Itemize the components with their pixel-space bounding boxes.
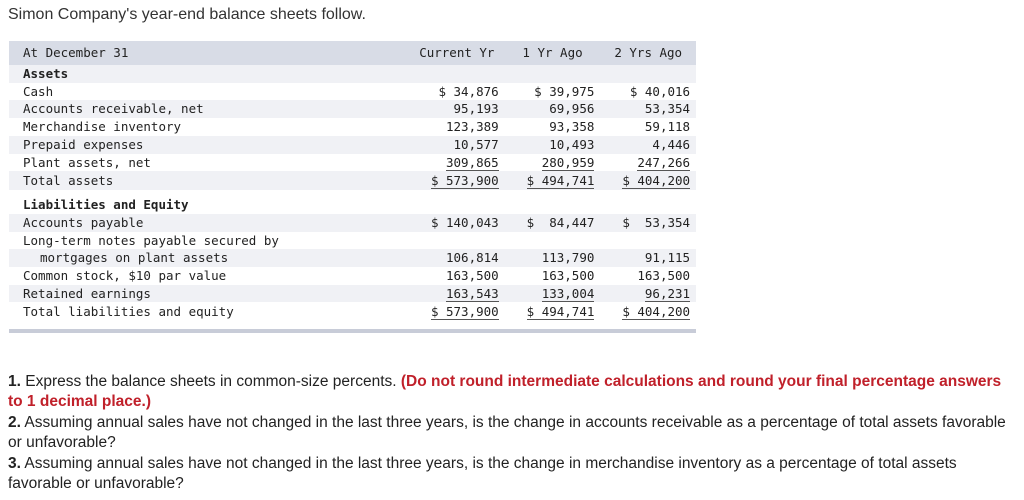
question-3-text: Assuming annual sales have not changed in the last three years, is the change in merchandise inventory as a percentage of total assets favorable or unfavorable? bbox=[8, 454, 957, 493]
table-row bbox=[9, 249, 696, 267]
liabilities-heading: Liabilities and Equity bbox=[23, 197, 189, 213]
cell-value: $ 494,741 bbox=[527, 304, 595, 321]
assets-heading: Assets bbox=[23, 66, 69, 81]
cell-value: $ 573,900 bbox=[431, 304, 499, 321]
total-liabilities-equity-row bbox=[9, 302, 696, 321]
cell-value: 4,446 bbox=[600, 136, 696, 154]
cell-value: 163,543 bbox=[446, 285, 499, 301]
table-bottom-bar bbox=[9, 329, 696, 333]
row-label: Merchandise inventory bbox=[23, 119, 182, 135]
table-row bbox=[9, 267, 696, 285]
header-current-yr: Current Yr bbox=[409, 41, 505, 65]
table-row bbox=[9, 285, 696, 303]
row-label: Prepaid expenses bbox=[9, 136, 409, 154]
questions bbox=[8, 372, 1020, 494]
cell-value: 95,193 bbox=[409, 100, 505, 118]
row-label: Retained earnings bbox=[9, 285, 409, 303]
cell-value: 69,956 bbox=[505, 100, 601, 118]
cell-value: 10,577 bbox=[409, 136, 505, 154]
question-2-number: 2. bbox=[8, 413, 21, 431]
row-label: mortgages on plant assets bbox=[9, 249, 409, 267]
row-label: Total liabilities and equity bbox=[23, 304, 234, 320]
cell-value: 10,493 bbox=[505, 136, 601, 154]
row-label: Common stock, $10 par value bbox=[23, 268, 227, 284]
header-2-yrs-ago: 2 Yrs Ago bbox=[600, 41, 696, 65]
row-label: Total assets bbox=[9, 171, 409, 190]
total-assets-row bbox=[9, 171, 696, 190]
cell-value: 163,500 bbox=[637, 268, 691, 284]
question-3-number: 3. bbox=[8, 454, 21, 472]
table-row bbox=[9, 118, 696, 136]
assets-heading-row bbox=[9, 65, 696, 83]
question-1-text: Express the balance sheets in common-size percents. bbox=[20, 373, 401, 390]
cell-value: 123,389 bbox=[446, 119, 499, 135]
cell-value: $ 573,900 bbox=[431, 173, 499, 190]
cell-value: 163,500 bbox=[541, 268, 595, 284]
cell-value: 163,500 bbox=[446, 268, 499, 284]
intro-text: Simon Company's year-end balance sheets follow. bbox=[8, 6, 366, 23]
header-1-yr-ago: 1 Yr Ago bbox=[505, 41, 601, 65]
table-row bbox=[9, 232, 696, 250]
table-row bbox=[9, 214, 696, 232]
cell-value: $ 53,354 bbox=[600, 214, 696, 232]
question-1-number: 1. bbox=[8, 373, 21, 390]
cell-value: $ 84,447 bbox=[505, 214, 601, 232]
row-label: Accounts receivable, net bbox=[9, 100, 409, 118]
cell-value: 106,814 bbox=[409, 249, 505, 267]
table-row bbox=[9, 83, 696, 101]
cell-value: $ 140,043 bbox=[409, 214, 505, 232]
cell-value: 91,115 bbox=[600, 249, 696, 267]
cell-value: $ 404,200 bbox=[622, 304, 690, 321]
cell-value: 59,118 bbox=[644, 119, 691, 135]
table-row bbox=[9, 136, 696, 154]
row-label: Long-term notes payable secured by bbox=[23, 232, 279, 248]
cell-value: 96,231 bbox=[644, 285, 691, 301]
table-row bbox=[9, 154, 696, 172]
cell-value: 133,004 bbox=[541, 285, 595, 301]
table-row bbox=[9, 100, 696, 118]
table-header-row bbox=[9, 41, 696, 65]
cell-value: 309,865 bbox=[446, 154, 499, 170]
balance-sheet-table bbox=[9, 41, 696, 333]
question-1 bbox=[8, 372, 1020, 413]
question-2-text: Assuming annual sales have not changed in the last three years, is the change in accounts receivable as a percentage of total assets favorable or unfavorable? bbox=[8, 413, 1006, 452]
question-1-instruction: (Do not round intermediate calculations and round your final percentage answers to 1 decimal place.) bbox=[8, 373, 1002, 411]
cell-value: $ 39,975 bbox=[534, 83, 595, 99]
cell-value: 53,354 bbox=[600, 100, 696, 118]
cell-value: 280,959 bbox=[541, 154, 595, 170]
row-label: Accounts payable bbox=[9, 214, 409, 232]
header-label: At December 31 bbox=[9, 41, 409, 65]
cell-value: $ 40,016 bbox=[629, 83, 691, 99]
liabilities-heading-row bbox=[9, 196, 696, 214]
cell-value: $ 494,741 bbox=[527, 173, 595, 190]
question-3 bbox=[8, 454, 1020, 495]
row-label: Plant assets, net bbox=[23, 154, 151, 170]
cell-value: 247,266 bbox=[637, 154, 691, 170]
cell-value: 113,790 bbox=[505, 249, 601, 267]
cell-value: 93,358 bbox=[549, 119, 595, 135]
row-label: Cash bbox=[23, 83, 54, 99]
question-2 bbox=[8, 413, 1020, 454]
cell-value: $ 34,876 bbox=[438, 83, 499, 99]
cell-value: $ 404,200 bbox=[622, 173, 690, 190]
